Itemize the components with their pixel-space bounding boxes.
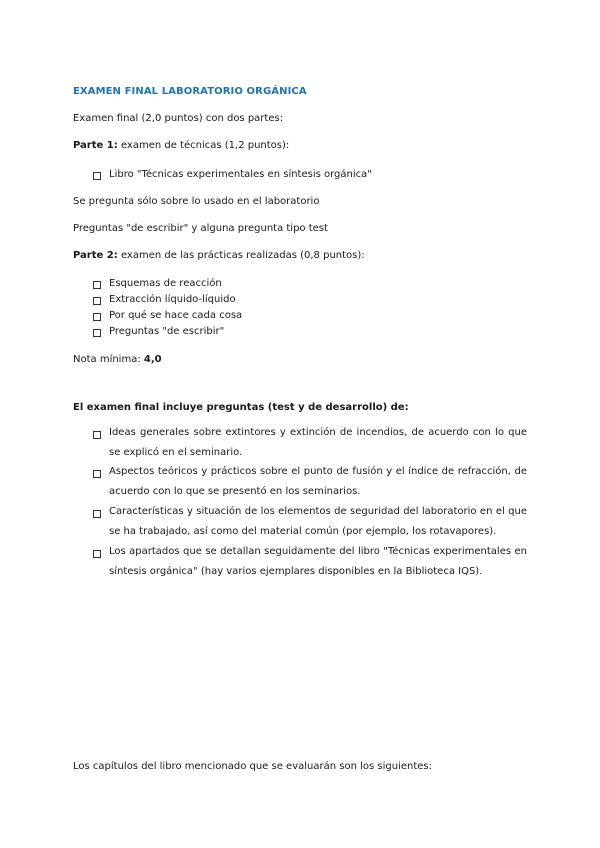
- final-item: [93, 547, 527, 582]
- list-item-text: Características y situación de los elementos de seguridad del laboratorio en el que se ha trabajado, así como del material común (por ejemplo, los rotavapores).: [109, 506, 527, 537]
- checkbox-icon: [93, 470, 101, 478]
- list-item-text: Aspectos teóricos y prácticos sobre el punto de fusión y el índice de refracción, de acuerdo con lo que se presentó en los seminarios.: [109, 466, 527, 497]
- final-item: [93, 507, 527, 542]
- page-title: EXAMEN FINAL LABORATORIO ORGÁNICA: [73, 86, 307, 97]
- part2-line: [73, 250, 365, 261]
- final-item: [93, 467, 527, 502]
- min-grade-line: [73, 354, 162, 365]
- part1-note-1: Se pregunta sólo sobre lo usado en el laboratorio: [73, 196, 320, 207]
- checkbox-icon: [93, 510, 101, 518]
- checkbox-icon: [93, 172, 101, 180]
- part2-label: Parte 2:: [73, 250, 118, 261]
- chapters-intro: Los capítulos del libro mencionado que se evaluarán son los siguientes:: [73, 761, 432, 772]
- checkbox-icon: [93, 550, 101, 558]
- checkbox-icon: [93, 313, 101, 321]
- list-item-text: Extracción líquido-líquido: [109, 294, 236, 305]
- part1-label: Parte 1:: [73, 140, 118, 151]
- final-heading: El examen final incluye preguntas (test y de desarrollo) de:: [73, 402, 409, 413]
- intro-text: Examen final (2,0 puntos) con dos partes:: [73, 113, 284, 124]
- checkbox-icon: [93, 329, 101, 337]
- checkbox-icon: [93, 281, 101, 289]
- part1-desc: examen de técnicas (1,2 puntos):: [120, 140, 290, 151]
- checkbox-icon: [93, 431, 101, 439]
- part2-desc: examen de las prácticas realizadas (0,8 puntos):: [120, 250, 365, 261]
- list-item-text: Esquemas de reacción: [109, 278, 222, 289]
- checkbox-icon: [93, 297, 101, 305]
- part1-note-2: Preguntas "de escribir" y alguna pregunta tipo test: [73, 223, 328, 234]
- list-item-text: Ideas generales sobre extintores y extinción de incendios, de acuerdo con lo que se explicó en el seminario.: [109, 427, 527, 458]
- list-item-text: Libro "Técnicas experimentales en síntesis orgánica": [109, 169, 372, 180]
- min-grade-label: Nota mínima:: [73, 354, 141, 365]
- list-item-text: Los apartados que se detallan seguidamente del libro "Técnicas experimentales en síntesis orgánica" (hay varios ejemplares disponibles en la Biblioteca IQS).: [109, 546, 527, 577]
- final-item: [93, 428, 527, 463]
- min-grade-value: 4,0: [143, 354, 162, 365]
- list-item-text: Preguntas "de escribir": [109, 326, 225, 337]
- part1-line: [73, 140, 289, 151]
- list-item-text: Por qué se hace cada cosa: [109, 310, 243, 321]
